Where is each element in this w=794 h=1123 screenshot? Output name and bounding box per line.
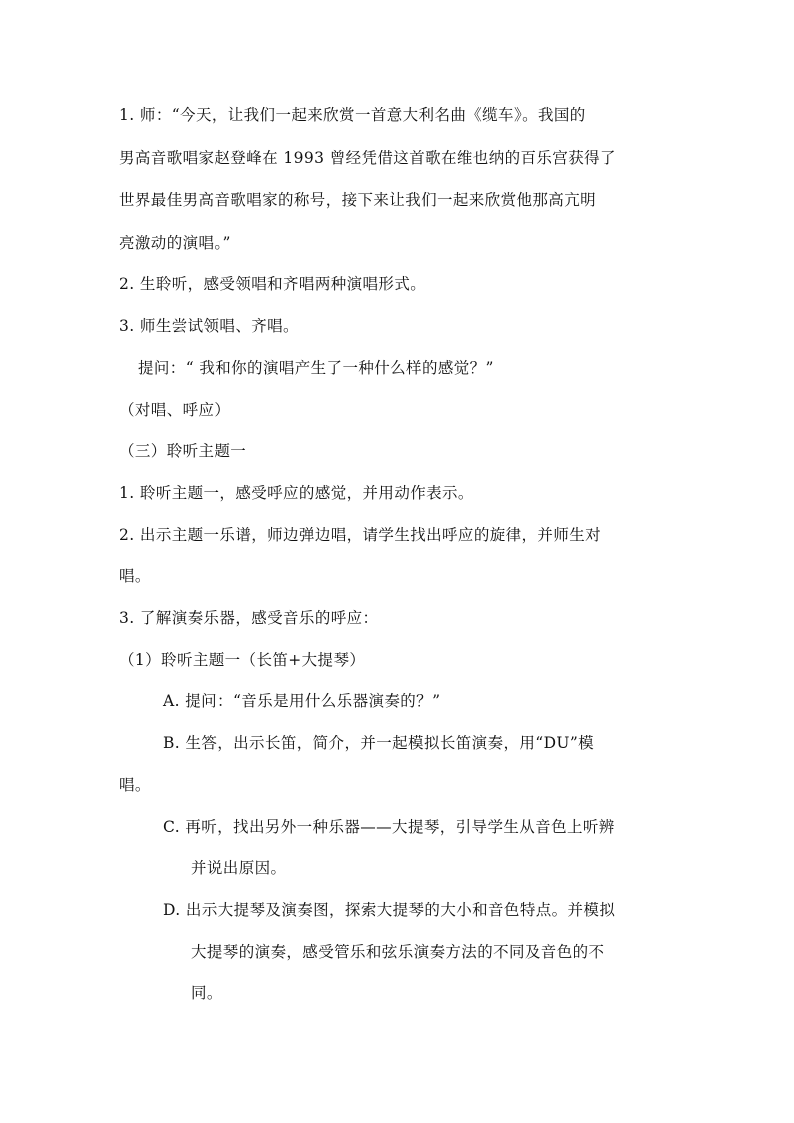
paragraph-line: 并说出原因。 — [191, 859, 287, 877]
paragraph-line: 亮激动的演唱。” — [119, 234, 231, 252]
answer-note: （对唱、呼应） — [119, 401, 231, 419]
sub-list-item: C. 再听，找出另外一种乐器——大提琴，引导学生从音色上听辨 — [163, 818, 615, 836]
question-line: 提问：“ 我和你的演唱产生了一种什么样的感觉？” — [138, 359, 494, 377]
list-item: 3. 了解演奏乐器，感受音乐的呼应： — [119, 609, 379, 627]
list-item: 2. 生聆听，感受领唱和齐唱两种演唱形式。 — [119, 275, 427, 293]
paragraph-line: 唱。 — [119, 567, 151, 585]
sub-list-item: B. 生答，出示长笛，简介，并一起模拟长笛演奏，用“DU”模 — [163, 734, 595, 752]
list-item: 1. 聆听主题一，感受呼应的感觉，并用动作表示。 — [119, 484, 474, 502]
list-item: 2. 出示主题一乐谱，师边弹边唱，请学生找出呼应的旋律，并师生对 — [119, 526, 602, 544]
paragraph-line: 唱。 — [119, 776, 151, 794]
paragraph-line: 大提琴的演奏，感受管乐和弦乐演奏方法的不同及音色的不 — [191, 943, 605, 961]
sub-list-item: A. 提问：“音乐是用什么乐器演奏的？” — [163, 692, 441, 710]
subsection-heading: （1）聆听主题一（长笛+大提琴） — [119, 651, 366, 669]
paragraph-line: 男高音歌唱家赵登峰在 1993 曾经凭借这首歌在维也纳的百乐宫获得了 — [119, 149, 616, 167]
list-item: 3. 师生尝试领唱、齐唱。 — [119, 317, 299, 335]
paragraph-line: 同。 — [191, 984, 223, 1002]
sub-list-item: D. 出示大提琴及演奏图，探索大提琴的大小和音色特点。并模拟 — [163, 901, 616, 919]
section-heading: （三）聆听主题一 — [119, 442, 247, 460]
paragraph-line: 1. 师：“今天，让我们一起来欣赏一首意大利名曲《缆车》。我国的 — [119, 106, 586, 124]
paragraph-line: 世界最佳男高音歌唱家的称号，接下来让我们一起来欣赏他那高亢明 — [119, 191, 597, 209]
